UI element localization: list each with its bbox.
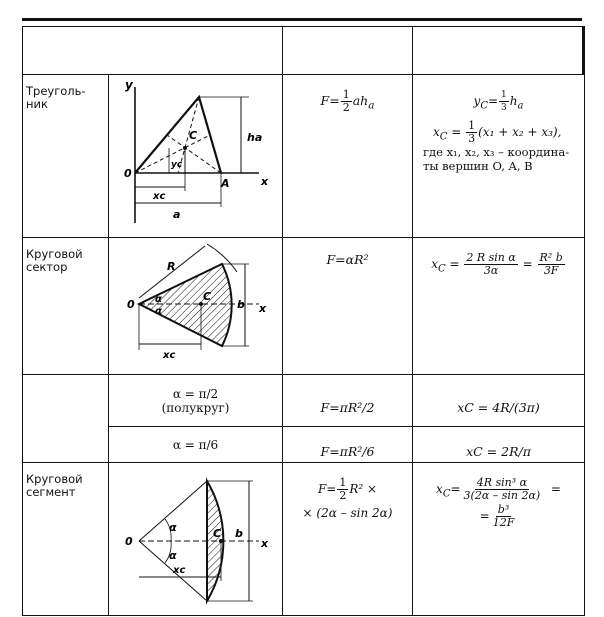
semicircle-xc-text: xC = 4R/(3π)	[457, 400, 540, 415]
triangle-xc-lhs: x	[433, 125, 440, 139]
sector-name-line1: Круговой	[26, 247, 83, 261]
semicircle-condition	[109, 375, 283, 427]
segment-xc-eq2: =	[479, 509, 490, 523]
segment-xc-num: 4R sin³ α	[476, 476, 528, 489]
sixth-area-text: F=πR²/6	[320, 444, 375, 459]
sector-name	[23, 238, 109, 375]
label-xc: xc	[163, 350, 176, 361]
top-rule	[22, 18, 582, 21]
triangle-area-lhs: F=	[320, 93, 340, 108]
triangle-centroid	[413, 75, 585, 238]
segment-area	[283, 463, 413, 616]
sector-figure-cell	[109, 238, 283, 375]
segment-xc-lhs: x	[436, 482, 443, 496]
label-centroid: C	[213, 527, 222, 540]
segment-name	[23, 463, 109, 616]
label-alpha-upper: α	[169, 521, 177, 534]
label-centroid: C	[189, 129, 198, 142]
segment-name-line1: Круговой	[26, 472, 83, 486]
triangle-area-sub: a	[368, 99, 375, 112]
label-vertex-a: A	[221, 177, 230, 190]
triangle-xc-den: 3	[468, 132, 476, 145]
label-alpha-upper: α	[155, 294, 162, 305]
semicircle-condition-line1: α = π/2	[172, 386, 219, 401]
sixth-xc-text: xC = 2R/π	[466, 444, 531, 459]
label-chord-b: b	[237, 298, 245, 311]
sixth-area	[283, 427, 413, 463]
label-origin: 0	[125, 535, 133, 548]
triangle-xc-rhs: (x₁ + x₂ + x₃),	[478, 125, 562, 139]
triangle-xc	[413, 120, 584, 145]
segment-area-lhs: F=	[317, 482, 337, 496]
triangle-note-line2: ты вершин O, A, B	[423, 159, 533, 173]
sector-area-text: F=αR²	[326, 252, 369, 267]
row-segment	[23, 463, 585, 616]
segment-name-line2: сегмент	[26, 485, 76, 499]
segment-area-rhs: R² ×	[349, 482, 378, 496]
triangle-yc-rhs-sub: a	[517, 100, 524, 112]
segment-xc-den2: 12F	[492, 516, 515, 529]
triangle-figure	[109, 75, 281, 233]
triangle-xc-eq: =	[447, 125, 466, 139]
sector-xc-num: 2 R sin α	[466, 251, 516, 264]
segment-figure-cell	[109, 463, 283, 616]
segment-area-line1	[283, 477, 412, 502]
label-height: ha	[247, 131, 263, 144]
semicircle-area-text: F=πR²/2	[320, 400, 375, 415]
triangle-area	[283, 75, 413, 238]
label-yc: yc	[171, 160, 183, 170]
triangle-yc-den: 3	[501, 103, 507, 113]
segment-xc-num2: b³	[497, 503, 510, 516]
sixth-condition	[109, 427, 283, 463]
segment-area-num: 1	[339, 476, 347, 489]
sector-figure	[109, 238, 281, 370]
segment-figure	[109, 463, 281, 611]
segment-xc-den: 3(2α – sin 2α)	[463, 489, 541, 502]
label-origin: 0	[124, 167, 132, 180]
label-chord-b: b	[235, 527, 243, 540]
header-cell-area	[283, 27, 413, 75]
triangle-note	[413, 145, 584, 173]
triangle-yc	[413, 89, 584, 114]
row-triangle	[23, 75, 585, 238]
triangle-xc-sub: C	[439, 131, 448, 143]
sector-name-line2: сектор	[26, 260, 68, 274]
label-x-axis: x	[259, 302, 267, 315]
segment-area-line2: × (2α – sin 2α)	[302, 506, 393, 520]
sector-xc-num2: R² b	[539, 251, 563, 264]
row-semicircle	[23, 375, 585, 427]
triangle-name-line1: Треуголь-	[26, 84, 86, 98]
sector-xc-eq: =	[445, 257, 464, 271]
label-alpha-lower: α	[155, 306, 162, 317]
sector-xc-den2: 3F	[543, 264, 559, 277]
sector-area	[283, 238, 413, 375]
sector-xc-sub: C	[438, 263, 446, 275]
sixth-centroid	[413, 427, 585, 463]
sixth-condition-text: α = π/6	[172, 437, 219, 452]
segment-xc-line2	[413, 504, 584, 529]
semicircle-condition-line2: (полукруг)	[161, 400, 230, 415]
triangle-area-num: 1	[342, 88, 350, 101]
semicircle-centroid	[413, 375, 585, 427]
header-cell-centroid	[413, 27, 585, 75]
row-sector	[23, 238, 585, 375]
label-origin: 0	[127, 298, 135, 311]
label-xc: xc	[153, 191, 166, 202]
triangle-yc-lhs: y	[473, 94, 481, 108]
triangle-note-line1: где x₁, x₂, x₃ – координа-	[423, 145, 570, 159]
sector-xc-eq2: =	[518, 257, 537, 271]
triangle-xc-num: 1	[468, 119, 476, 132]
segment-xc-sub: C	[442, 488, 451, 500]
header-row	[23, 27, 585, 75]
sector-xc-lhs: x	[431, 257, 439, 271]
segment-area-den: 2	[339, 489, 347, 502]
label-centroid: C	[203, 290, 212, 303]
label-alpha-lower: α	[169, 549, 177, 562]
segment-xc-line1	[413, 477, 584, 502]
label-y-axis: y	[125, 78, 133, 92]
triangle-name	[23, 75, 109, 238]
sector-centroid	[413, 238, 585, 375]
triangle-yc-num: 1	[501, 90, 507, 100]
label-base-a: a	[173, 208, 181, 221]
segment-xc-tail: =	[550, 482, 561, 496]
triangle-area-den: 2	[342, 101, 350, 114]
sector-xc-den: 3α	[483, 264, 499, 277]
triangle-name-line2: ник	[26, 97, 48, 111]
header-cell-figure	[23, 27, 283, 75]
triangle-yc-rhs: h	[509, 94, 518, 108]
semicircle-area	[283, 375, 413, 427]
semicircle-empty-name	[23, 375, 109, 463]
label-x-axis: x	[261, 175, 269, 188]
centroid-table	[22, 26, 585, 616]
triangle-area-rhs: ah	[352, 93, 369, 108]
triangle-yc-eq: =	[487, 94, 499, 108]
label-xc: xc	[173, 565, 186, 576]
segment-xc-eq: =	[450, 482, 461, 496]
triangle-figure-cell	[109, 75, 283, 238]
label-radius: R	[167, 260, 176, 273]
label-x-axis: x	[261, 537, 269, 550]
segment-centroid	[413, 463, 585, 616]
triangle-yc-sub: C	[480, 100, 488, 112]
